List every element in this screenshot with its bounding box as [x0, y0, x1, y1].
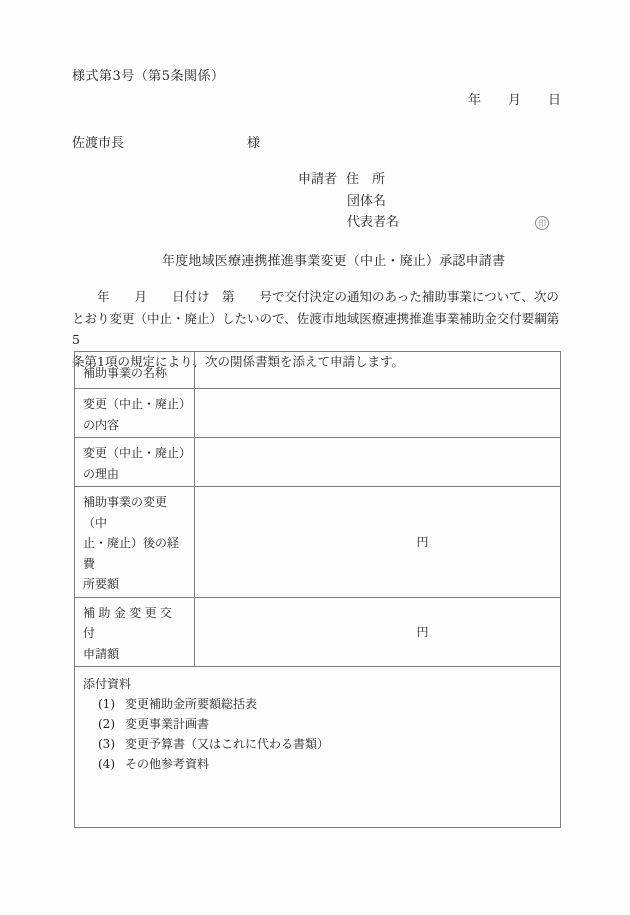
attachment-number: (4)	[98, 757, 115, 771]
addressee-line	[72, 132, 260, 151]
row-label: 変更（中止・廃止）	[83, 397, 192, 411]
row-label-cell	[75, 438, 195, 487]
applicant-rep-line	[298, 212, 561, 234]
applicant-org-line	[298, 191, 561, 213]
addressee-name: 佐渡市長	[72, 136, 125, 151]
row-label: 止・廃止）後の経費	[83, 536, 180, 571]
row-value-cell	[195, 352, 561, 389]
document-title: 年度地域医療連携推進事業変更（中止・廃止）承認申請書	[162, 254, 506, 269]
rep-label: 代表者名	[347, 215, 400, 230]
row-label-cell	[75, 389, 195, 438]
date-year-label: 年	[467, 93, 481, 108]
date-line	[441, 89, 561, 108]
attachment-text: 変更事業計画書	[125, 717, 210, 731]
attachment-number: (2)	[98, 717, 115, 731]
row-label: の内容	[83, 417, 120, 432]
application-table	[74, 351, 561, 828]
attachment-number: (1)	[98, 697, 115, 711]
addressee-honorific: 様	[247, 136, 261, 151]
attachments-cell	[75, 667, 561, 828]
row-label-cell	[75, 352, 195, 389]
row-label: 補助金変更交付	[83, 605, 176, 640]
body-line: 条第1項の規定により、次の関係書類を添えて申請します。	[72, 353, 404, 369]
table-row	[75, 438, 561, 487]
attachment-text: その他参考資料	[125, 757, 210, 771]
row-label: 変更（中止・廃止）	[83, 446, 192, 460]
attachment-item	[83, 694, 556, 714]
attachment-item	[83, 714, 556, 734]
attachments-row	[75, 667, 561, 828]
table-row	[75, 352, 561, 389]
row-label: の理由	[83, 466, 120, 481]
row-label: 補助事業の変更（中	[83, 495, 168, 530]
attachments-title: 添付資料	[83, 677, 132, 691]
document-content	[72, 0, 561, 915]
org-label: 団体名	[347, 193, 387, 209]
row-value-cell	[195, 438, 561, 487]
row-label: 補助事業の名称	[83, 366, 168, 380]
yen-label: 円	[416, 534, 429, 549]
date-month-label: 月	[507, 93, 521, 108]
body-line: とおり変更（中止・廃止）したいので、佐渡市地域医療連携推進事業補助金交付要綱第5	[72, 310, 560, 347]
attachment-number: (3)	[98, 737, 115, 751]
date-day-label: 日	[547, 93, 561, 108]
attachment-text: 変更補助金所要額総括表	[125, 697, 258, 711]
row-value-cell	[195, 597, 561, 667]
yen-label: 円	[416, 624, 429, 639]
table-row	[75, 487, 561, 598]
table-row	[75, 389, 561, 438]
attachment-item	[83, 754, 556, 774]
seal-icon: 印	[535, 216, 549, 230]
applicant-block	[298, 169, 561, 234]
attachment-text: 変更予算書（又はこれに代わる書類）	[125, 737, 330, 751]
address-label: 住 所	[346, 172, 386, 187]
form-number: 様式第3号（第5条関係）	[72, 69, 225, 84]
row-value-cell	[195, 487, 561, 598]
row-label-cell	[75, 487, 195, 598]
row-label-cell	[75, 597, 195, 667]
table-row	[75, 597, 561, 667]
applicant-address-line	[298, 169, 561, 191]
body-line: 年 月 日付け 第 号で交付決定の通知のあった補助事業について、次の	[72, 289, 559, 304]
row-value-cell	[195, 389, 561, 438]
row-label: 所要額	[83, 577, 120, 591]
row-label: 申請額	[83, 646, 120, 661]
attachment-item	[83, 734, 556, 754]
applicant-label: 申請者	[298, 172, 338, 187]
